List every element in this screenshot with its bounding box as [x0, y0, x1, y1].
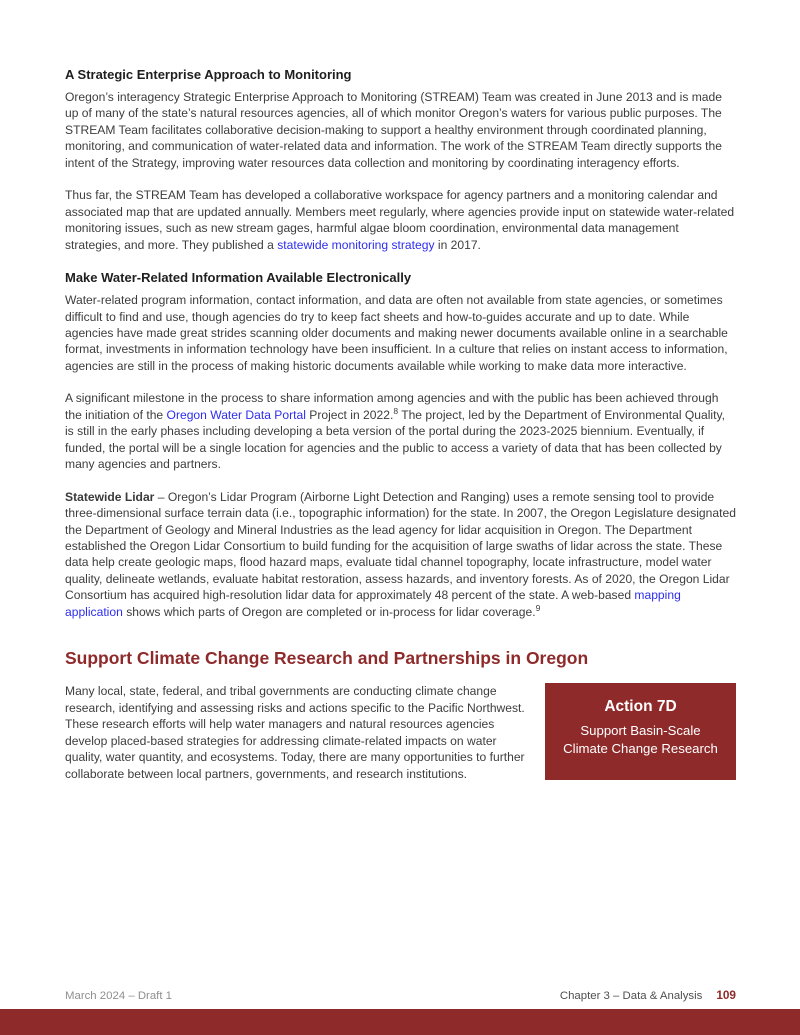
action-callout-subtitle: Support Basin-Scale [580, 723, 701, 739]
paragraph-stream-2 [65, 187, 736, 253]
action-7d-callout [545, 683, 736, 780]
action-callout-title: Action 7D [604, 698, 677, 716]
oregon-water-data-portal-link[interactable]: Oregon Water Data Portal [166, 407, 306, 422]
footnote-marker-8: 8 [393, 405, 399, 416]
paragraph-text: Project in 2022. [305, 407, 394, 422]
paragraph-text: A significant milestone in the process to share information among agencies and with the public has been achieved through the initiation of the [65, 391, 719, 422]
paragraph-stream-1: Oregon’s interagency Strategic Enterprise Approach to Monitoring (STREAM) Team was created in June 2013 and is made up of many of the state’s natural resources agencies, all of which monitor Oregon’s waters for various public purposes. The STREAM Team facilitates collaborative decision-making to support a healthy environment through coordinated planning, monitoring, and communication of water-related data and information. The work of the STREAM Team directly supports the intent of the Strategy, improving water resources data collection and monitoring by coordinating interagency efforts. [65, 90, 722, 170]
page-content [65, 66, 736, 782]
paragraph-electronic-2 [65, 390, 736, 472]
paragraph-text: shows which parts of Oregon are completed or in-process for lidar coverage. [122, 604, 536, 619]
climate-text-column [65, 683, 537, 782]
action-callout-subtitle: Climate Change Research [563, 740, 718, 756]
paragraph-electronic-1: Water-related program information, contact information, and data are often not available from state agencies, or sometimes difficult to find and use, though agencies do try to keep fact sheets and how-to-guides accurate and up to date. While agencies have made great strides scanning older documents and making newer documents available online in a searchable format, investments in information technology have been insufficient. In a culture that relies on instant access to information, agencies are still in the process of making historic documents available while working to make data more interactive. [65, 293, 728, 373]
lidar-lead-in: Statewide Lidar [65, 489, 155, 504]
footer-date: March 2024 – Draft 1 [65, 990, 172, 1002]
paragraph-text: – Oregon’s Lidar Program (Airborne Light Detection and Ranging) uses a remote sensing tool to provide three-dimensional surface terrain data (i.e., topographic information) for the state. In 2007, the Oregon Legislature designated the Department of Geology and Mineral Industries as the lead agency for lidar acquisition in Oregon. The Department established the Oregon Lidar Consortium to build funding for the acquisition of large swaths of lidar across the state. These data help create geologic maps, flood hazard maps, evaluate tidal channel topography, locate infrastructure, model water quality, delineate wetlands, evaluate habitat restoration, assess hazards, and inventory forests. As of 2020, the Oregon Lidar Consortium has acquired high-resolution lidar data for approximately 48 percent of the state. A web-based [65, 489, 736, 603]
heading-climate-research: Support Climate Change Research and Partnerships in Oregon [65, 648, 589, 669]
paragraph-text: in 2017. [434, 237, 481, 252]
footer-page-number: 109 [716, 988, 736, 1002]
paragraph-lidar [65, 489, 736, 621]
heading-stream: A Strategic Enterprise Approach to Monitoring [65, 67, 352, 82]
mapping-application-link[interactable]: mapping application [65, 588, 681, 619]
paragraph-text: Thus far, the STREAM Team has developed a collaborative workspace for agency partners and a monitoring calendar and associated map that are updated annually. Members meet regularly, where agencies provide input on statewide water-related monitoring issues, such as new stream gages, harmful algae bloom coordination, environmental data management strategies, and more. They published a [65, 188, 735, 252]
footer-chapter-group [560, 988, 736, 1002]
footer-bar [0, 1009, 800, 1035]
footer-chapter: Chapter 3 – Data & Analysis [559, 990, 703, 1002]
footnote-marker-9: 9 [535, 602, 541, 613]
paragraph-text: The project, led by the Department of Environmental Quality, is still in the early phases including developing a beta version of the portal during the 2023-2025 biennium. Eventually, if funded, the portal will be a single location for agencies and the public to access a variety of data that has been collected by many agencies and partners. [65, 407, 725, 472]
statewide-monitoring-strategy-link[interactable]: statewide monitoring strategy [277, 237, 435, 252]
paragraph-climate: Many local, state, federal, and tribal governments are conducting climate change research, identifying and assessing risks and actions specific to the Pacific Northwest. These research efforts will help water managers and natural resources agencies develop placed-based strategies for addressing climate-related impacts on water quality, water quantity, and ecosystems. Today, there are many opportunities to further collaborate between local partners, governments, and research institutions. [65, 684, 525, 781]
climate-section-row [65, 683, 736, 782]
heading-electronic-info: Make Water-Related Information Available Electronically [65, 270, 412, 286]
page-footer [65, 988, 736, 1002]
